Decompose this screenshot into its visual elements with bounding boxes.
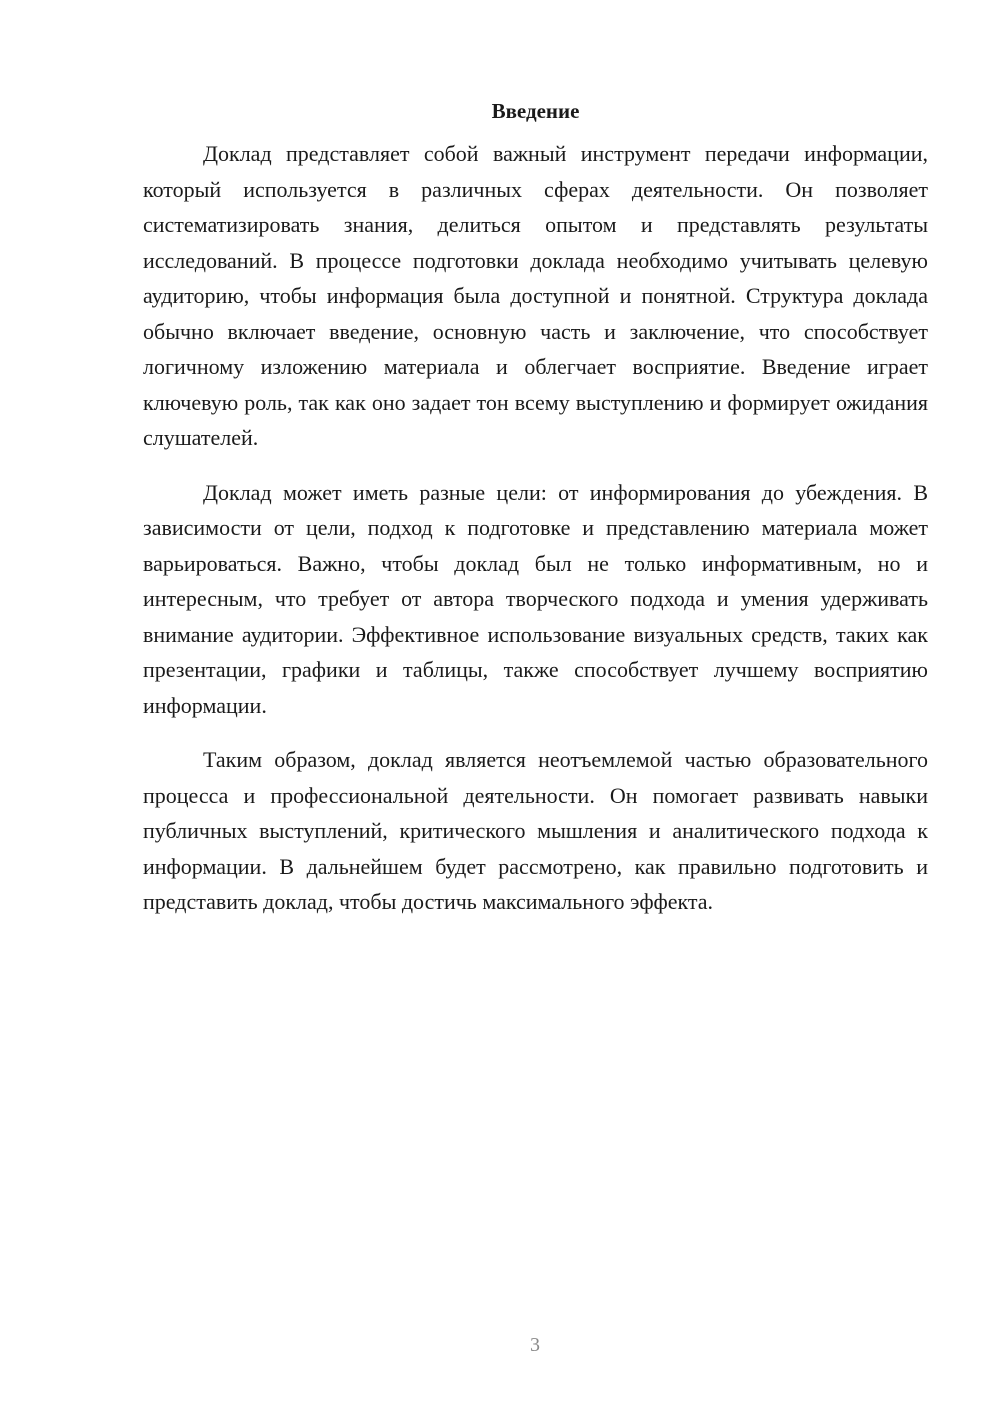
page-number: 3 xyxy=(530,1334,540,1356)
paragraph-2: Доклад может иметь разные цели: от информирования до убеждения. В зависимости от цели, подход к подготовке и представлению материала может варьироваться. Важно, чтобы доклад был не только информативным, но и интересным, что требует от автора творческого подхода и умения удерживать внимание аудитории. Эффективное использование визуальных средств, таких как презентации, графики и таблицы, также способствует лучшему восприятию информации. xyxy=(143,479,928,718)
paragraph-3: Таким образом, доклад является неотъемлемой частью образовательного процесса и профессиональной деятельности. Он помогает развивать навыки публичных выступлений, критического мышления и аналитического подхода к информации. В дальнейшем будет рассмотрено, как правильно подготовить и представить доклад, чтобы достичь максимального эффекта. xyxy=(143,747,928,914)
page-content xyxy=(143,96,928,939)
paragraph-1: Доклад представляет собой важный инструмент передачи информации, который используется в различных сферах деятельности. Он позволяет систематизировать знания, делиться опытом и представлять результаты исследований. В процессе подготовки доклада необходимо учитывать целевую аудиторию, чтобы информация была доступной и понятной. Структура доклада обычно включает введение, основную часть и заключение, что способствует логичному изложению материала и облегчает восприятие. Введение играет ключевую роль, так как оно задает тон всему выступлению и формирует ожидания слушателей. xyxy=(143,141,928,450)
section-heading: Введение xyxy=(491,99,580,123)
